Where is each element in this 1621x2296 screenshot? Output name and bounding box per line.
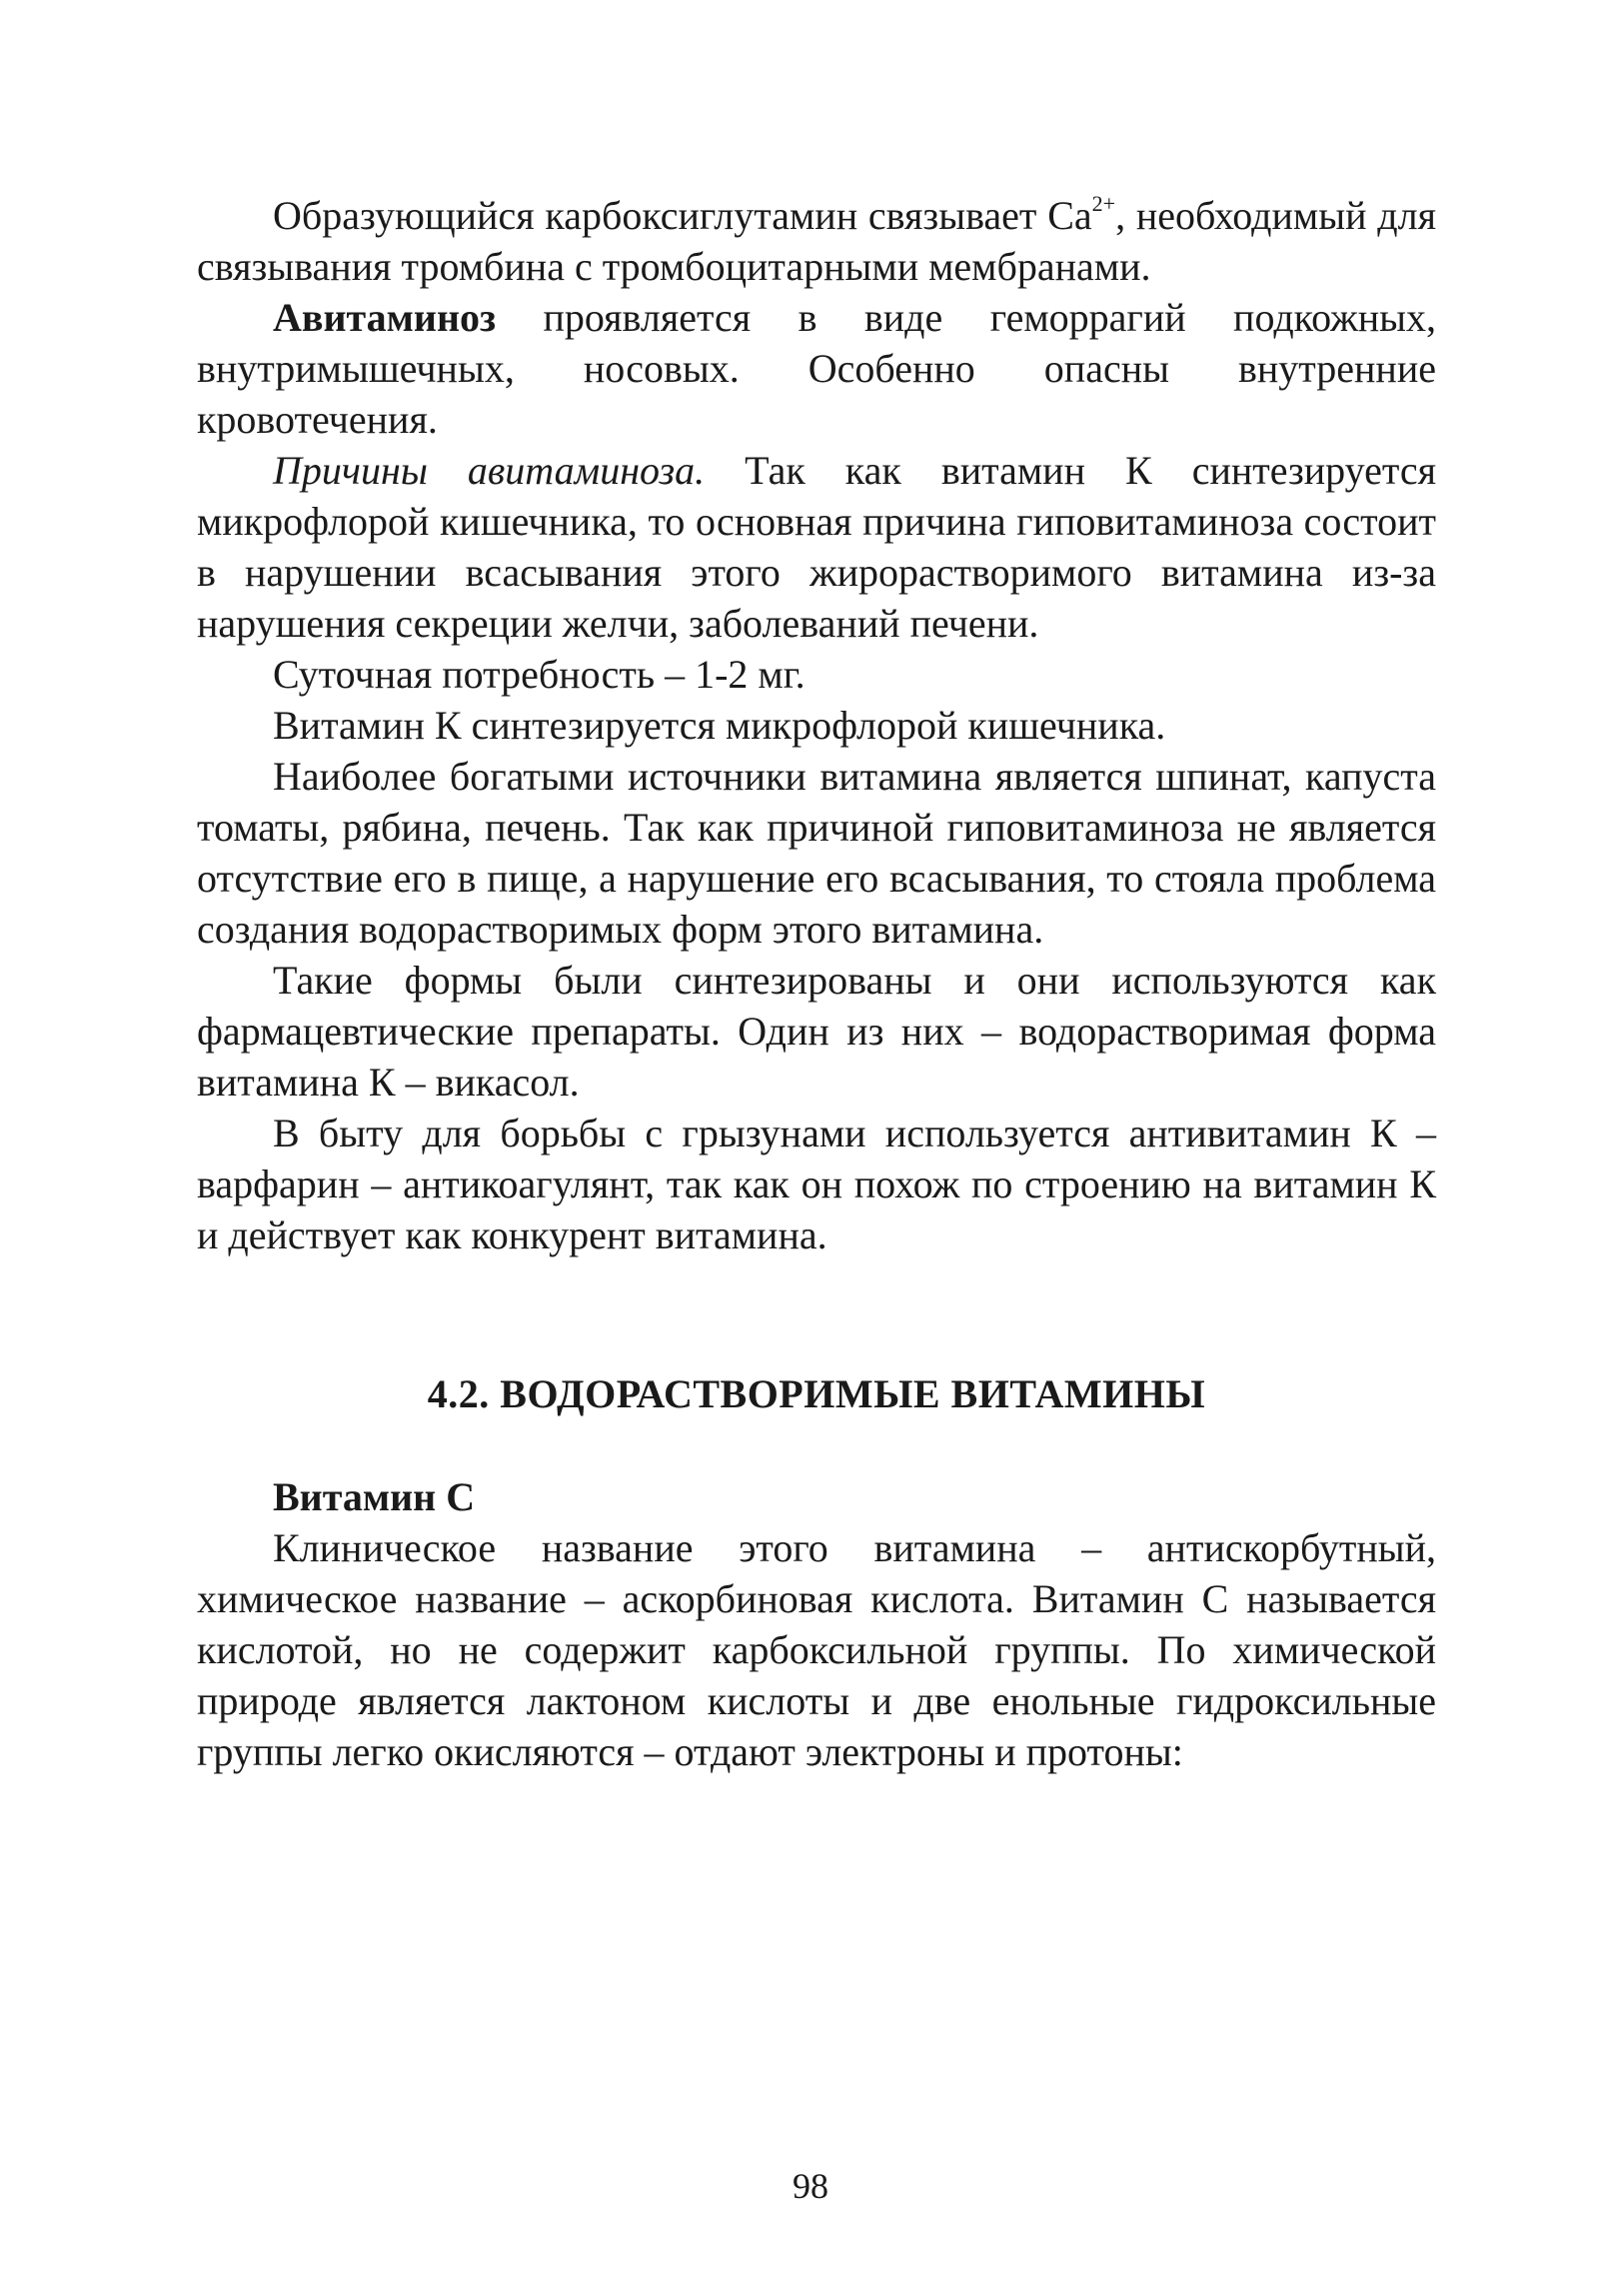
- section-heading: 4.2. ВОДОРАСТВОРИМЫЕ ВИТАМИНЫ: [427, 1371, 1206, 1416]
- subsection-heading: Витамин С: [273, 1474, 476, 1519]
- paragraph-text: Так как витамин К синтезируется микрофлорой кишечника, то основная причина гиповитаминоза состоит в нарушении всасывания этого жирорастворимого витамина из-за нарушения секреции желчи, заболеваний печени.: [197, 448, 1437, 646]
- paragraph-forms: Такие формы были синтезированы и они используются как фармацевтические препараты. Один из них – водорастворимая форма витамина К – викасол.: [197, 958, 1436, 1105]
- superscript-charge: 2+: [1091, 191, 1116, 216]
- italic-term: Причины авитаминоза.: [273, 448, 706, 493]
- paragraph-warfarin: В быту для борьбы с грызунами используется антивитамин К – варфарин – антикоагулянт, так как он похож по строению на витамин К и действует как конкурент витамина.: [197, 1111, 1436, 1257]
- page-content: [197, 190, 1436, 1777]
- paragraph-text: Образующийся карбоксиглутамин связывает Ca: [273, 193, 1092, 238]
- paragraph-synthesis: Витамин К синтезируется микрофлорой кишечника.: [273, 703, 1166, 748]
- paragraph-causes: [197, 445, 1436, 649]
- paragraph-vitamin-c: Клиническое название этого витамина – антискорбутный, химическое название – аскорбиновая кислота. Витамин С называется кислотой, но не содержит карбоксильной группы. По химической природе является лактоном кислоты и две енольные гидроксильные группы легко окисляются – отдают электроны и протоны:: [197, 1525, 1436, 1774]
- paragraph-carboxyglutamine: [197, 190, 1436, 292]
- paragraph-text: , необходимый для связывания тромбина с тромбоцитарными мембранами.: [197, 193, 1436, 289]
- paragraph-text: проявляется в виде геморрагий подкожных, внутримышечных, носовых. Особенно опасны внутренние кровотечения.: [197, 295, 1436, 442]
- paragraph-sources: Наиболее богатыми источники витамина является шпинат, капуста томаты, рябина, печень. Так как причиной гиповитаминоза не является отсутствие его в пище, а нарушение его всасывания, то стояла проблема создания водорастворимых форм этого витамина.: [197, 754, 1436, 952]
- paragraph-daily-requirement: Суточная потребность – 1-2 мг.: [273, 652, 806, 697]
- page-number: 98: [793, 2166, 828, 2206]
- bold-term: Авитаминоз: [273, 295, 497, 340]
- paragraph-avitaminosis: [197, 292, 1436, 445]
